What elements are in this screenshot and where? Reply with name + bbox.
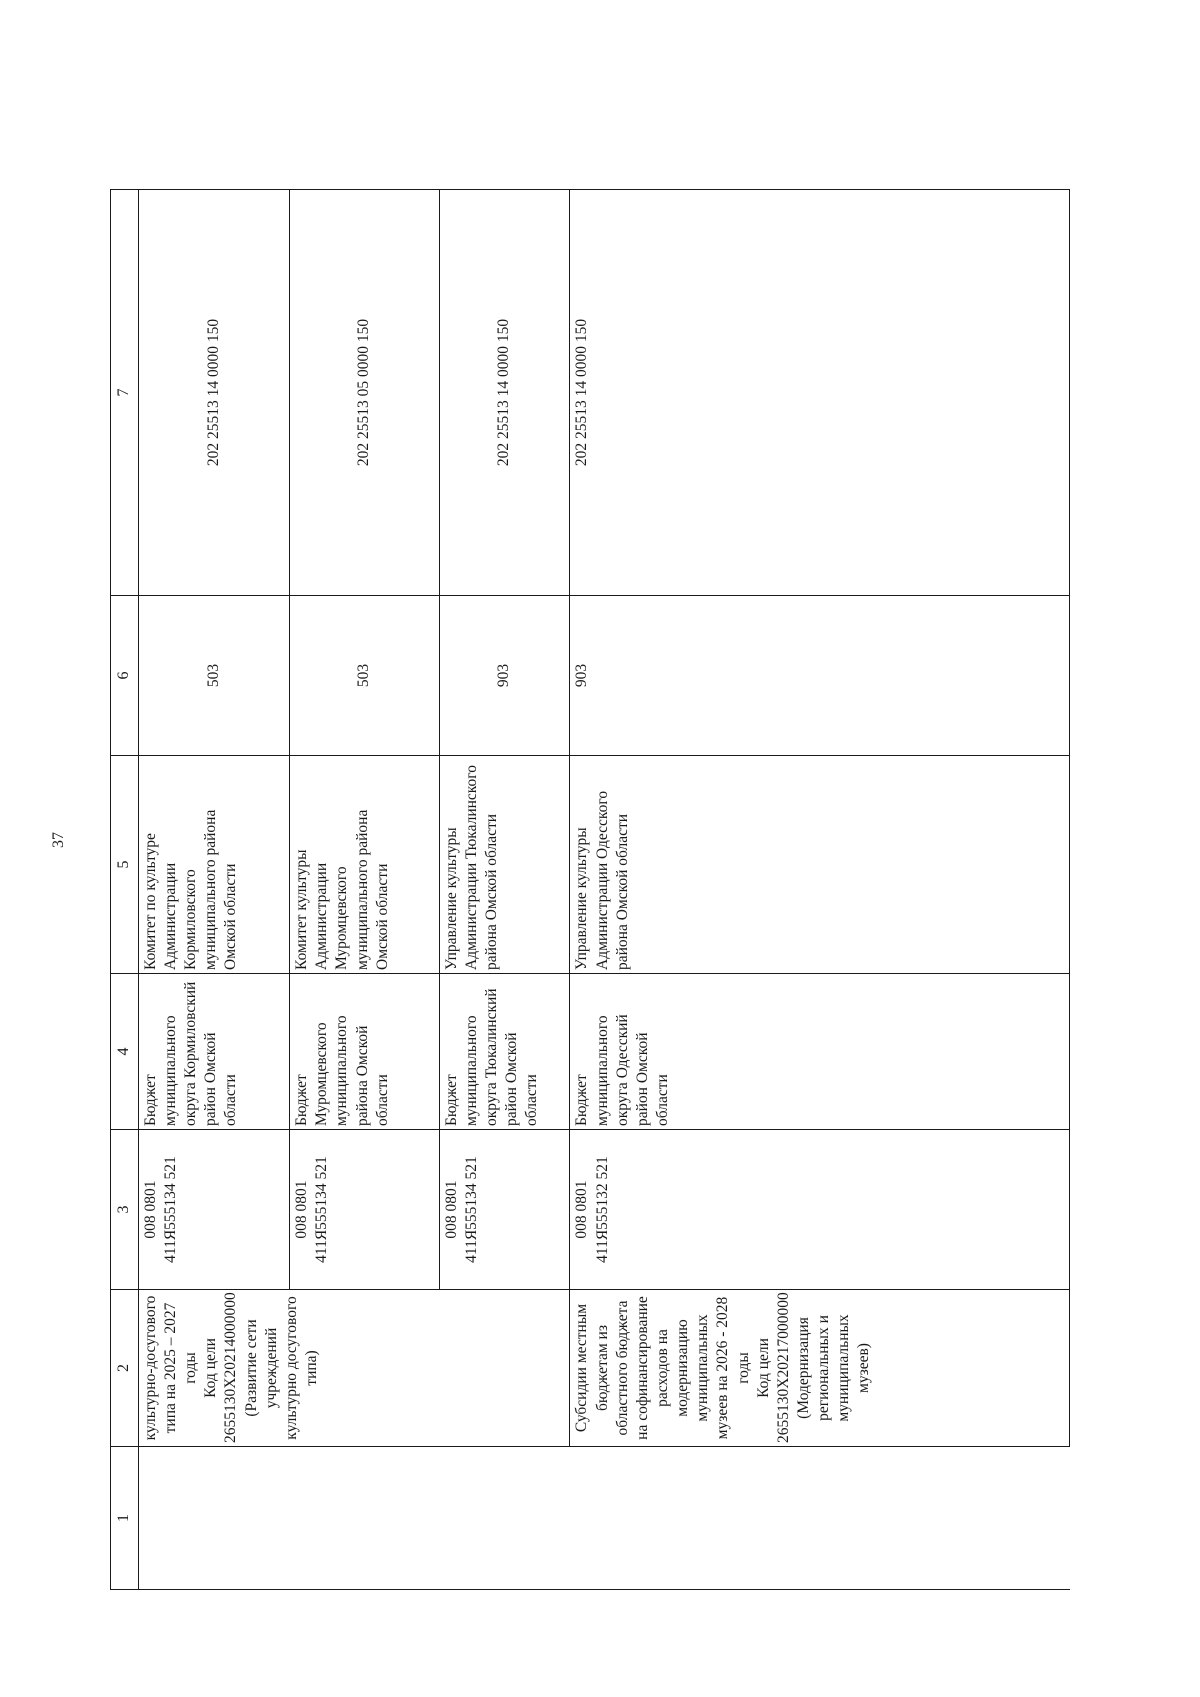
administrator-cell: Управление культуры Администрации Тюкалинского района Омской области (439, 756, 570, 974)
budget-cell: Бюджет Муромцевского муниципального района Омской области (290, 974, 439, 1130)
purpose-cell: культурно-досугового типа на 2025 – 2027 годы Код цели 2655130X20214000000 (Развитие сети учреждений культурно досугового типа) (138, 1290, 570, 1447)
admin-code-cell: 903 (570, 596, 1070, 756)
budget-cell: Бюджет муниципального округа Одесский район Омской области (570, 974, 1070, 1130)
budget-cell: Бюджет муниципального округа Тюкалинский район Омской области (439, 974, 570, 1130)
admin-code-cell: 503 (290, 596, 439, 756)
admin-code-cell: 903 (439, 596, 570, 756)
revenue-code-cell: 202 25513 14 0000 150 (439, 190, 570, 596)
page-number: 37 (50, 832, 67, 848)
header-cell: 6 (111, 596, 139, 756)
administrator-cell: Управление культуры Администрации Одесского района Омской области (570, 756, 1070, 974)
header-cell: 2 (111, 1290, 139, 1447)
purpose-cell: Субсидии местным бюджетам из областного бюджета на софинансирование расходов на модернизацию муниципальных музеев на 2026 - 2028 годы Код цели 2655130X20217000000 (Модернизация региональных и муниципальных музеев) (570, 1290, 1070, 1447)
budget-cell: Бюджет муниципального округа Кормиловский район Омской области (138, 974, 289, 1130)
header-row (111, 190, 139, 1590)
table-row (138, 190, 289, 1590)
col1-cell (138, 1447, 1069, 1590)
code-cell: 008 0801 411Я555134 521 (138, 1130, 289, 1290)
header-cell: 5 (111, 756, 139, 974)
header-cell: 1 (111, 1447, 139, 1590)
revenue-code-cell: 202 25513 14 0000 150 (570, 190, 1070, 596)
admin-code-cell: 503 (138, 596, 289, 756)
code-cell: 008 0801 411Я555134 521 (290, 1130, 439, 1290)
budget-table (110, 189, 1070, 1590)
administrator-cell: Комитет культуры Администрации Муромцевского муниципального района Омской области (290, 756, 439, 974)
header-cell: 7 (111, 190, 139, 596)
revenue-code-cell: 202 25513 05 0000 150 (290, 190, 439, 596)
table-row (570, 190, 1070, 1590)
code-cell: 008 0801 411Я555132 521 (570, 1130, 1070, 1290)
header-cell: 4 (111, 974, 139, 1130)
revenue-code-cell: 202 25513 14 0000 150 (138, 190, 289, 596)
code-cell: 008 0801 411Я555134 521 (439, 1130, 570, 1290)
header-cell: 3 (111, 1130, 139, 1290)
administrator-cell: Комитет по культуре Администрации Кормиловского муниципального района Омской области (138, 756, 289, 974)
